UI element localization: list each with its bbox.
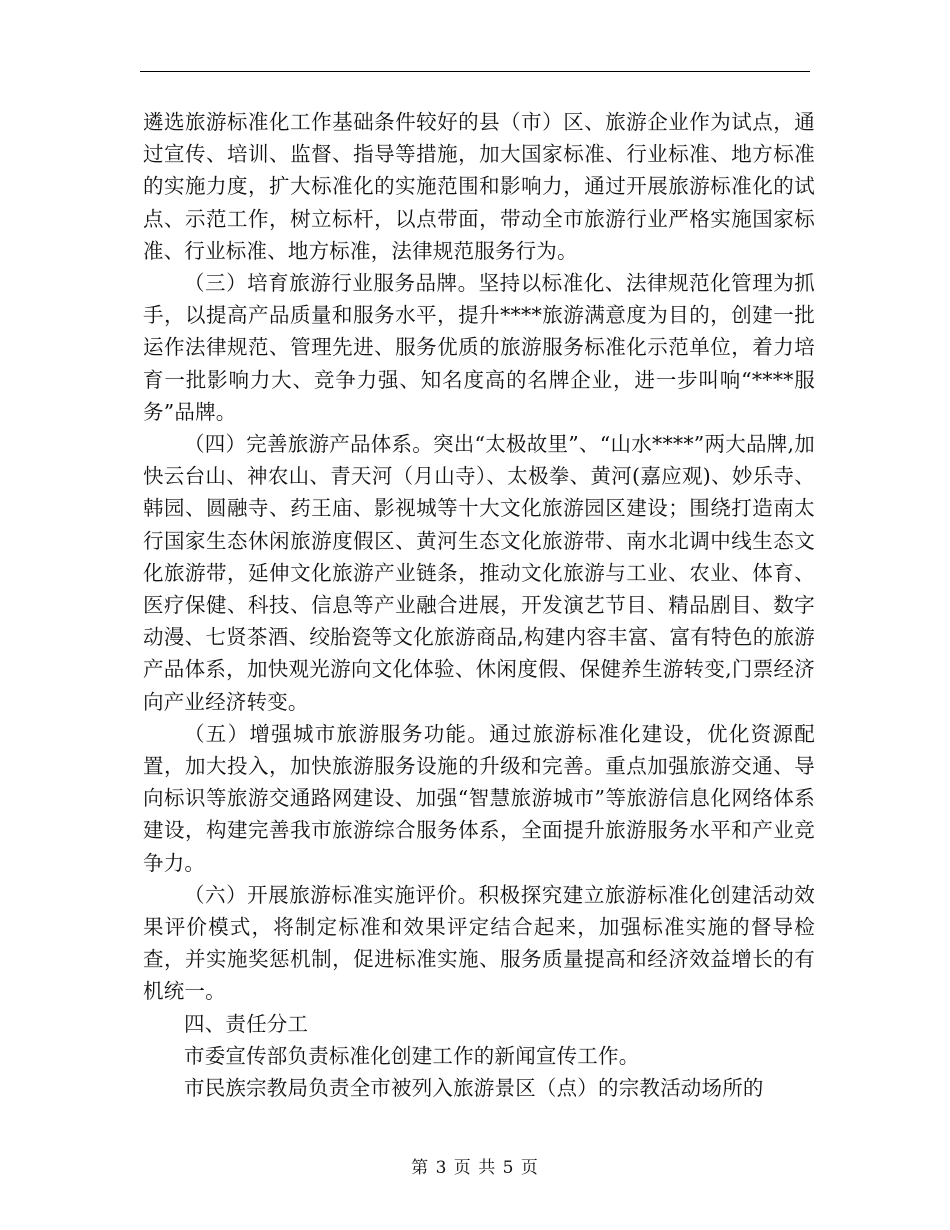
heading-responsibility: 四、责任分工: [184, 1011, 309, 1036]
paragraph-religion-bureau: 市民族宗教局负责全市被列入旅游景区（点）的宗教活动场所的: [184, 1076, 764, 1101]
paragraph-section-5: （五）增强城市旅游服务功能。通过旅游标准化建设，优化资源配置，加大投入，加快旅游服务设施的升级和完善。重点加强旅游交通、导向标识等旅游交通路网建设、加强“智慧旅游城市”等旅游信息化网络体系建设，构建完善我市旅游综合服务体系，全面提升旅游服务水平和产业竞争力。: [143, 721, 815, 875]
paragraph-section-6: （六）开展旅游标准实施评价。积极探究建立旅游标准化创建活动效果评价模式，将制定标准和效果评定结合起来，加强标准实施的督导检查，并实施奖惩机制，促进标准实施、服务质量提高和经济效益增长的有机统一。: [143, 882, 815, 1004]
paragraph-section-3: （三）培育旅游行业服务品牌。坚持以标准化、法律规范化管理为抓手，以提高产品质量和服务水平，提升****旅游满意度为目的，创建一批运作法律规范、管理先进、服务优质的旅游服务标准化示范单位，着力培育一批影响力大、竞争力强、知名度高的名牌企业，进一步叫响“****服务”品牌。: [143, 271, 815, 424]
paragraph-propaganda-dept: 市委宣传部负责标准化创建工作的新闻宣传工作。: [184, 1043, 640, 1068]
paragraph-continuation: 遴选旅游标准化工作基础条件较好的县（市）区、旅游企业作为试点，通过宣传、培训、监督、指导等措施，加大国家标准、行业标准、地方标准的实施力度，扩大标准化的实施范围和影响力，通过开展旅游标准化的试点、示范工作，树立标杆，以点带面，带动全市旅游行业严格实施国家标准、行业标准、地方标准，法律规范服务行为。: [143, 110, 815, 263]
paragraph-section-4: （四）完善旅游产品体系。突出“太极故里”、“山水****”两大品牌,加快云台山、神农山、青天河（月山寺）、太极拳、黄河(嘉应观)、妙乐寺、韩园、圆融寺、药王庙、影视城等十大文化旅游园区建设；围绕打造南太行国家生态休闲旅游度假区、黄河生态文化旅游带、南水北调中线生态文化旅游带，延伸文化旅游产业链条，推动文化旅游与工业、农业、体育、医疗保健、科技、信息等产业融合进展，开发演艺节目、精品剧目、数字动漫、七贤茶酒、绞胎瓷等文化旅游商品,构建内容丰富、富有特色的旅游产品体系，加快观光游向文化体验、休闲度假、保健养生游转变,门票经济向产业经济转变。: [143, 432, 815, 714]
page-number: 第 3 页 共 5 页: [411, 1158, 539, 1178]
document-body: [143, 106, 815, 1104]
header-rule: [140, 71, 810, 72]
